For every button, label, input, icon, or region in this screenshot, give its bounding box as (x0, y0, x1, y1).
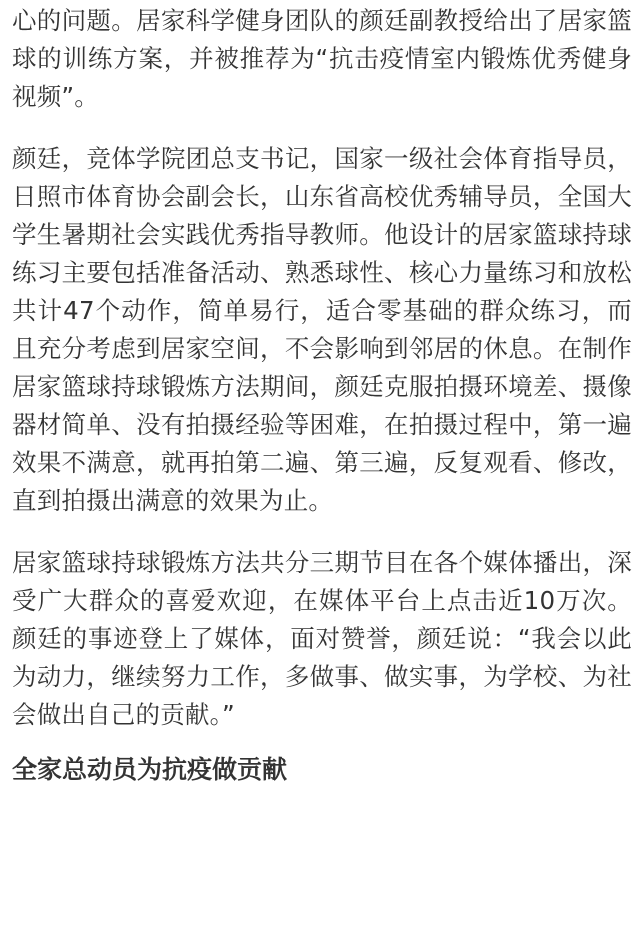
article-paragraph-3: 居家篮球持球锻炼方法共分三期节目在各个媒体播出，深受广大群众的喜爱欢迎，在媒体平台上点击近10万次。颜廷的事迹登上了媒体，面对赞誉，颜廷说：“我会以此为动力，继续努力工作，多做事、做实事，为学校、为社会做出自己的贡献。” (12, 548, 632, 729)
section-heading: 全家总动员为抗疫做贡献 (12, 755, 288, 784)
article-paragraph-2: 颜廷，竞体学院团总支书记，国家一级社会体育指导员，日照市体育协会副会长，山东省高校优秀辅导员，全国大学生暑期社会实践优秀指导教师。他设计的居家篮球持球练习主要包括准备活动、熟悉球性、核心力量练习和放松共计47个动作，简单易行，适合零基础的群众练习，而且充分考虑到居家空间，不会影响到邻居的休息。在制作居家篮球持球锻炼方法期间，颜廷克服拍摄环境差、摄像器材简单、没有拍摄经验等困难，在拍摄过程中，第一遍效果不满意，就再拍第二遍、第三遍，反复观看、修改，直到拍摄出满意的效果为止。 (12, 144, 632, 515)
article-paragraph-1: 心的问题。居家科学健身团队的颜廷副教授给出了居家篮球的训练方案，并被推荐为“抗击疫情室内锻炼优秀健身视频”。 (12, 6, 632, 111)
